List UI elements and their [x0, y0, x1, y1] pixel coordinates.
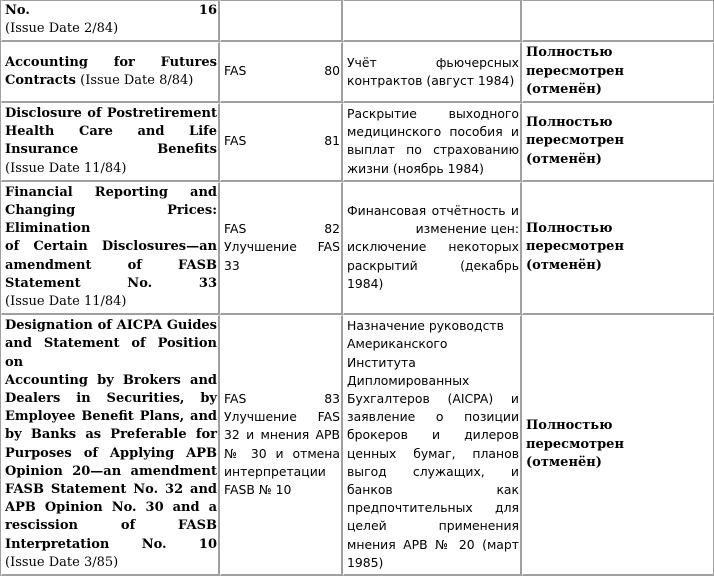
standard-title-line: Disclosure of Postretirement [5, 106, 217, 122]
russian-title-line: выгод служащих, и [347, 463, 519, 479]
standard-title: No. 16 [5, 3, 217, 18]
russian-title-line: 1985) [347, 554, 384, 570]
issue-date: (Issue Date 8/84) [80, 72, 194, 88]
russian-title-line: контрактов (август 1984) [347, 72, 515, 88]
russian-title-line: Учёт фьючерсных [347, 54, 519, 70]
fas-code-line: FAS 83 [224, 391, 340, 407]
status-text: Полностью пересмотрен [526, 221, 624, 255]
status-cell [522, 42, 714, 103]
standard-title-line: Opinion 20—an amendment [5, 463, 217, 479]
status-text: Полностью пересмотрен [526, 115, 624, 149]
standard-title-cell [1, 0, 220, 42]
russian-title-line: Финансовая отчётность и [347, 203, 519, 219]
table-row [1, 182, 714, 315]
fas-code-cell [220, 103, 343, 182]
table-row [1, 42, 714, 103]
issue-date: (Issue Date 2/84) [5, 21, 119, 37]
status-text: Полностью пересмотрен [526, 418, 624, 452]
fas-code-line: FAS 82 [224, 221, 340, 237]
standard-title-cell [1, 103, 220, 182]
standard-title-cell [1, 42, 220, 103]
status-text: (отменён) [526, 454, 602, 470]
table-row [1, 103, 714, 182]
fas-code-line: FASB № 10 [224, 482, 292, 498]
russian-title-line: медицинского пособия и [347, 124, 519, 140]
standard-title-cell [1, 182, 220, 315]
standard-title-line: FASB Statement No. 32 and [5, 482, 217, 498]
standard-title-line: Designation of AICPA Guides [5, 318, 217, 334]
russian-title-line: исключение некоторых [347, 239, 519, 255]
table-row [1, 0, 714, 42]
status-cell [522, 0, 714, 42]
fas-code-line: 33 [224, 257, 240, 273]
russian-title-line: Дипломированных [347, 372, 470, 388]
russian-title-line: заявление о позиции [347, 409, 519, 425]
russian-title-line: Американского [347, 336, 448, 352]
fas-code: FAS 80 [224, 63, 340, 79]
russian-title-cell [343, 182, 522, 315]
status-cell [522, 315, 714, 576]
standard-title-line: and Statement of Position on [5, 336, 217, 370]
russian-title-line: ценных бумаг, планов [347, 445, 519, 461]
standard-title-line: Changing Prices: Elimination [5, 203, 217, 237]
standard-title-cell [1, 315, 220, 576]
standard-title-line: Health Care and Life [5, 124, 217, 140]
fas-code: FAS 81 [224, 132, 340, 148]
fas-code-line: № 30 и отмена [224, 445, 340, 461]
fas-code-line: 32 и мнения APB [224, 427, 340, 443]
russian-title-cell [343, 103, 522, 182]
status-text: Полностью пересмотрен [526, 45, 624, 79]
standard-title-line: Interpretation No. 10 [5, 536, 217, 552]
standard-title-line: Accounting for Futures [5, 54, 217, 70]
russian-title-line: жизни (ноябрь 1984) [347, 160, 484, 176]
russian-title-cell [343, 315, 522, 576]
status-text: (отменён) [526, 151, 602, 167]
standard-title-line: Financial Reporting and [5, 184, 217, 200]
russian-title-line: банков как [347, 482, 519, 498]
standard-title-line: Purposes of Applying APB [5, 445, 217, 461]
fas-code-line: Улучшение FAS [224, 409, 340, 425]
fas-code-cell [220, 42, 343, 103]
fas-code-line: Улучшение FAS [224, 239, 340, 255]
fas-code-line: интерпретации [224, 463, 326, 479]
issue-date: (Issue Date 11/84) [5, 294, 127, 310]
standard-title-line: Contracts [5, 72, 76, 88]
russian-title-line: предпочтительных для [347, 500, 519, 516]
standard-title-line: of Certain Disclosures—an [5, 239, 217, 255]
russian-title-line: Раскрытие выходного [347, 106, 519, 122]
russian-title-line: изменение цен: [415, 221, 519, 237]
standard-title-line: amendment of FASB [5, 257, 217, 273]
fas-code-cell [220, 315, 343, 576]
standard-title-line: Statement No. 33 [5, 275, 217, 291]
russian-title-line: целей применения [347, 518, 519, 534]
standard-title-line: rescission of FASB [5, 518, 217, 534]
status-text: (отменён) [526, 81, 602, 97]
standard-title-line: Dealers in Securities, by [5, 391, 217, 407]
russian-title-line: Назначение руководств [347, 318, 504, 334]
russian-title-line: выплат по страхованию [347, 142, 519, 158]
russian-title-line: Института [347, 354, 416, 370]
russian-title-line: раскрытий (декабрь [347, 257, 519, 273]
fas-code-cell [220, 182, 343, 315]
issue-date: (Issue Date 3/85) [5, 554, 119, 570]
russian-title-line: Бухгалтеров (AICPA) и [347, 391, 519, 407]
russian-title-line: брокеров и дилеров [347, 427, 519, 443]
status-cell [522, 103, 714, 182]
standard-title-line: APB Opinion No. 30 and a [5, 500, 217, 516]
russian-title-line: мнения APB № 20 (март [347, 536, 519, 552]
standard-title-line: Accounting by Brokers and [5, 372, 217, 388]
standard-title-line: Insurance Benefits [5, 142, 217, 158]
standard-title-line: by Banks as Preferable for [5, 427, 217, 443]
russian-title-cell [343, 42, 522, 103]
table-row [1, 315, 714, 576]
russian-title-cell [343, 0, 522, 42]
status-cell [522, 182, 714, 315]
standard-title-line: Employee Benefit Plans, and [5, 409, 217, 425]
russian-title-line: 1984) [347, 275, 384, 291]
issue-date: (Issue Date 11/84) [5, 160, 127, 176]
fas-code-cell [220, 0, 343, 42]
status-text: (отменён) [526, 257, 602, 273]
